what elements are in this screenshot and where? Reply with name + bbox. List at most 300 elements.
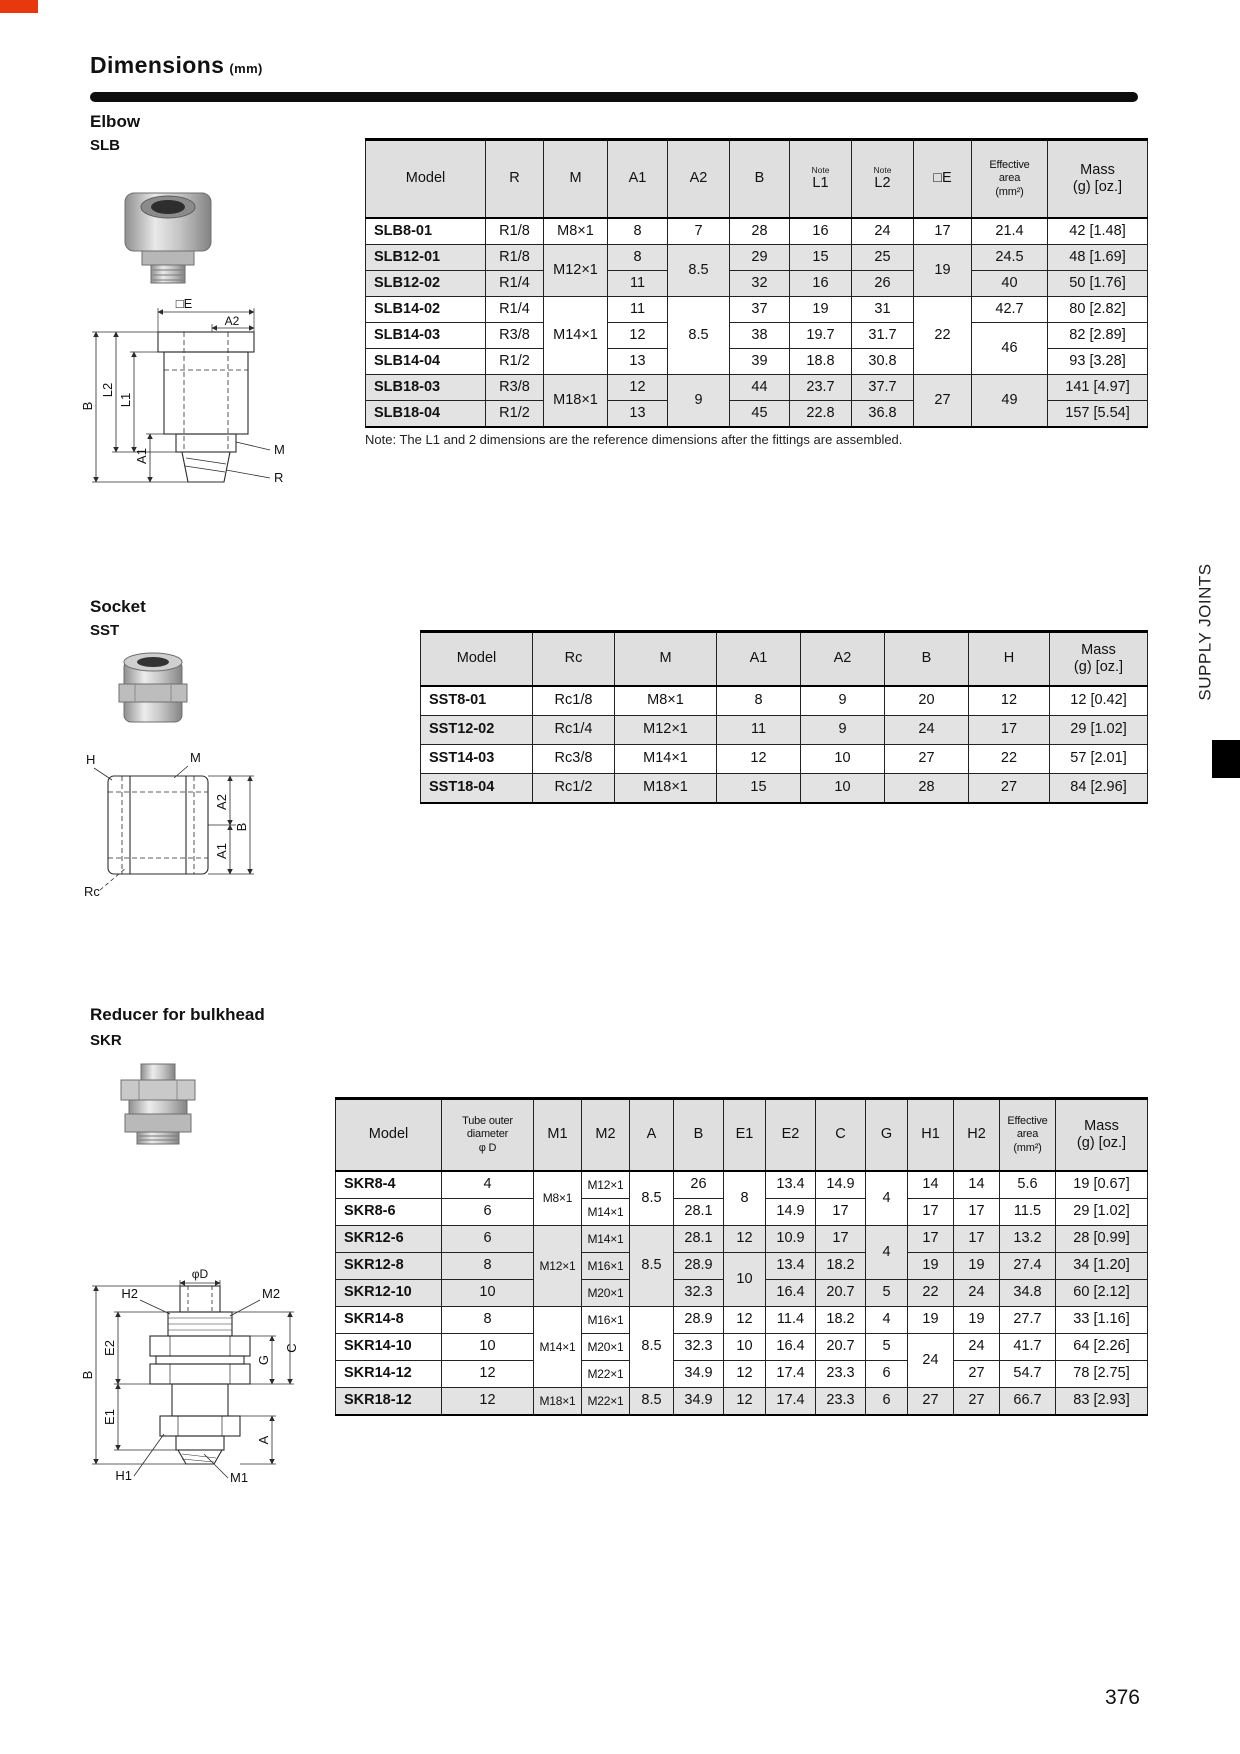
table-cell: 27 (954, 1388, 1000, 1416)
table-cell: 83 [2.93] (1056, 1388, 1148, 1416)
table-cell: 11 (717, 716, 801, 745)
table-cell: M8×1 (615, 686, 717, 716)
table-cell: M14×1 (582, 1226, 630, 1253)
table-cell: 13 (608, 349, 668, 375)
page-title (90, 52, 263, 79)
table-cell: 14.9 (766, 1199, 816, 1226)
column-header: Mass (g) [oz.] (1056, 1099, 1148, 1172)
column-header: Tube outer diameter φ D (442, 1099, 534, 1172)
table-cell: 19 (908, 1253, 954, 1280)
column-header: Mass (g) [oz.] (1050, 632, 1148, 687)
table-cell: 8.5 (630, 1226, 674, 1307)
table-row (336, 1226, 1148, 1253)
slb-drawing-label-b: B (80, 401, 95, 411)
table-row (366, 297, 1148, 323)
column-header: □E (914, 140, 972, 219)
table-cell: 19 (914, 245, 972, 297)
table-cell: 13.4 (766, 1253, 816, 1280)
table-cell: 34.9 (674, 1361, 724, 1388)
table-cell: 28 [0.99] (1056, 1226, 1148, 1253)
table-cell: 22 (908, 1280, 954, 1307)
table-row (421, 716, 1148, 745)
sst-drawing-label-rc: Rc (84, 884, 100, 899)
table-cell: 60 [2.12] (1056, 1280, 1148, 1307)
table-cell: SST18-04 (421, 774, 533, 804)
table-cell: SKR8-4 (336, 1171, 442, 1199)
table-cell: 16 (790, 271, 852, 297)
table-cell: 14.9 (816, 1171, 866, 1199)
column-header: B (674, 1099, 724, 1172)
table-cell: 28.9 (674, 1307, 724, 1334)
column-header: M (615, 632, 717, 687)
skr-drawing-label-g: G (256, 1354, 271, 1366)
slb-table-note: Note: The L1 and 2 dimensions are the reference dimensions after the fittings are assembled. (365, 432, 903, 447)
column-header: A2 (801, 632, 885, 687)
table-cell: 16 (790, 218, 852, 245)
table-cell: M14×1 (615, 745, 717, 774)
table-cell: 10 (801, 774, 885, 804)
table-cell: 31 (852, 297, 914, 323)
column-header: H2 (954, 1099, 1000, 1172)
table-cell: SST8-01 (421, 686, 533, 716)
table-cell: 8.5 (630, 1388, 674, 1416)
column-header: Note L1 (790, 140, 852, 219)
table-cell: 17 (914, 218, 972, 245)
table-cell: 12 [0.42] (1050, 686, 1148, 716)
table-cell: 80 [2.82] (1048, 297, 1148, 323)
column-header: Model (366, 140, 486, 219)
table-cell: 39 (730, 349, 790, 375)
slb-drawing-label-m: M (274, 442, 285, 457)
table-cell: 41.7 (1000, 1334, 1056, 1361)
table-cell: 11 (608, 271, 668, 297)
table-cell: SLB18-04 (366, 401, 486, 428)
table-cell: R3/8 (486, 323, 544, 349)
table-cell: 12 (442, 1361, 534, 1388)
table-cell: SKR14-12 (336, 1361, 442, 1388)
column-header: R (486, 140, 544, 219)
table-cell: M18×1 (544, 375, 608, 428)
table-cell: SKR14-10 (336, 1334, 442, 1361)
table-cell: SST12-02 (421, 716, 533, 745)
table-cell: 28 (730, 218, 790, 245)
skr-product-photo (103, 1058, 213, 1148)
table-cell: 16.4 (766, 1280, 816, 1307)
table-cell: 78 [2.75] (1056, 1361, 1148, 1388)
table-cell: 50 [1.76] (1048, 271, 1148, 297)
table-cell: 9 (668, 375, 730, 428)
table-cell: 93 [3.28] (1048, 349, 1148, 375)
table-cell: 5 (866, 1280, 908, 1307)
side-tab-marker (1212, 740, 1240, 778)
table-cell: M22×1 (582, 1388, 630, 1416)
sst-product-photo (105, 648, 200, 733)
table-cell: 19.7 (790, 323, 852, 349)
table-cell: 8 (608, 245, 668, 271)
table-row (336, 1171, 1148, 1199)
table-cell: 12 (608, 323, 668, 349)
table-cell: 32.3 (674, 1280, 724, 1307)
page-corner-mark (0, 0, 38, 13)
table-cell: 5.6 (1000, 1171, 1056, 1199)
table-row (336, 1307, 1148, 1334)
table-cell: SKR14-8 (336, 1307, 442, 1334)
table-cell: 24 (954, 1280, 1000, 1307)
table-cell: 17 (908, 1226, 954, 1253)
table-cell: 29 [1.02] (1050, 716, 1148, 745)
table-cell: M18×1 (534, 1388, 582, 1416)
table-cell: 18.8 (790, 349, 852, 375)
slb-drawing-label-r: R (274, 470, 284, 485)
table-cell: R1/2 (486, 349, 544, 375)
column-header: Rc (533, 632, 615, 687)
column-header: Effective area (mm²) (972, 140, 1048, 219)
table-header-row (336, 1099, 1148, 1172)
table-cell: 27 (914, 375, 972, 428)
table-cell: 27 (908, 1388, 954, 1416)
skr-drawing-label-c: C (284, 1343, 299, 1353)
table-cell: 17 (816, 1199, 866, 1226)
table-cell: SLB18-03 (366, 375, 486, 401)
table-cell: 4 (866, 1307, 908, 1334)
skr-drawing-label-h1: H1 (115, 1468, 132, 1483)
skr-drawing-label-a: A (256, 1435, 271, 1445)
column-header: B (885, 632, 969, 687)
table-cell: 42.7 (972, 297, 1048, 323)
table-cell: 66.7 (1000, 1388, 1056, 1416)
table-cell: 7 (668, 218, 730, 245)
table-cell: 8 (717, 686, 801, 716)
column-header: M (544, 140, 608, 219)
table-cell: SST14-03 (421, 745, 533, 774)
table-cell: 28.1 (674, 1226, 724, 1253)
table-row (336, 1334, 1148, 1361)
table-cell: M14×1 (582, 1199, 630, 1226)
table-row (336, 1253, 1148, 1280)
column-header: Model (336, 1099, 442, 1172)
table-cell: R1/4 (486, 297, 544, 323)
table-cell: 27 (885, 745, 969, 774)
table-row (421, 745, 1148, 774)
table-cell: 21.4 (972, 218, 1048, 245)
slb-drawing-label-a2: A2 (224, 314, 240, 328)
table-cell: 48 [1.69] (1048, 245, 1148, 271)
slb-product-photo (100, 183, 235, 288)
table-cell: 24.5 (972, 245, 1048, 271)
table-cell: 6 (442, 1226, 534, 1253)
table-cell: 23.3 (816, 1361, 866, 1388)
table-cell: 33 [1.16] (1056, 1307, 1148, 1334)
table-cell: 10 (724, 1253, 766, 1307)
table-cell: 9 (801, 716, 885, 745)
table-cell: 15 (790, 245, 852, 271)
table-cell: 8.5 (630, 1307, 674, 1388)
table-cell: M12×1 (615, 716, 717, 745)
table-cell: 46 (972, 323, 1048, 375)
table-cell: 19 (954, 1253, 1000, 1280)
table-cell: SKR12-6 (336, 1226, 442, 1253)
table-cell: 8 (442, 1307, 534, 1334)
table-cell: R3/8 (486, 375, 544, 401)
table-cell: M16×1 (582, 1307, 630, 1334)
table-cell: 27.4 (1000, 1253, 1056, 1280)
table-cell: 12 (442, 1388, 534, 1416)
table-cell: 16.4 (766, 1334, 816, 1361)
table-cell: 27 (954, 1361, 1000, 1388)
skr-drawing-label-e1: E1 (102, 1409, 117, 1425)
table-cell: 17.4 (766, 1361, 816, 1388)
table-row (336, 1388, 1148, 1416)
skr-dimensions-table (335, 1097, 1148, 1416)
sst-drawing-label-h: H (86, 752, 96, 767)
table-cell: R1/4 (486, 271, 544, 297)
slb-technical-drawing (80, 298, 305, 513)
skr-drawing-label-m1: M1 (230, 1470, 249, 1485)
table-row (421, 686, 1148, 716)
table-cell: M14×1 (534, 1307, 582, 1388)
table-cell: 10 (724, 1334, 766, 1361)
table-cell: 29 [1.02] (1056, 1199, 1148, 1226)
sst-drawing-label-a2: A2 (214, 794, 229, 810)
table-cell: 19 [0.67] (1056, 1171, 1148, 1199)
column-header: E1 (724, 1099, 766, 1172)
column-header: Mass (g) [oz.] (1048, 140, 1148, 219)
table-row (366, 271, 1148, 297)
table-cell: Rc3/8 (533, 745, 615, 774)
table-cell: SLB8-01 (366, 218, 486, 245)
side-tab (1183, 548, 1229, 716)
table-cell: 8.5 (668, 245, 730, 297)
table-cell: 32 (730, 271, 790, 297)
table-cell: 11.5 (1000, 1199, 1056, 1226)
table-cell: 17.4 (766, 1388, 816, 1416)
table-cell: 34.8 (1000, 1280, 1056, 1307)
column-header: M2 (582, 1099, 630, 1172)
table-cell: M14×1 (544, 297, 608, 375)
sst-drawing-label-a1: A1 (214, 843, 229, 859)
table-cell: 17 (954, 1199, 1000, 1226)
table-cell: SKR12-8 (336, 1253, 442, 1280)
table-cell: R1/2 (486, 401, 544, 428)
table-cell: 5 (866, 1334, 908, 1361)
table-cell: 49 (972, 375, 1048, 428)
table-cell: 6 (442, 1199, 534, 1226)
table-header-row (366, 140, 1148, 219)
table-cell: 17 (816, 1226, 866, 1253)
table-cell: 20.7 (816, 1334, 866, 1361)
table-cell: 26 (852, 271, 914, 297)
table-cell: Rc1/4 (533, 716, 615, 745)
table-cell: 23.7 (790, 375, 852, 401)
table-cell: 12 (608, 375, 668, 401)
table-cell: 64 [2.26] (1056, 1334, 1148, 1361)
table-cell: 8.5 (668, 297, 730, 375)
table-cell: 27 (969, 774, 1050, 804)
skr-section-title: Reducer for bulkhead (90, 1005, 265, 1024)
page-title-text: Dimensions (90, 52, 225, 78)
table-cell: SKR18-12 (336, 1388, 442, 1416)
table-cell: 18.2 (816, 1307, 866, 1334)
table-cell: 19 (954, 1307, 1000, 1334)
table-cell: 31.7 (852, 323, 914, 349)
table-cell: M20×1 (582, 1334, 630, 1361)
table-cell: 18.2 (816, 1253, 866, 1280)
column-header: M1 (534, 1099, 582, 1172)
table-cell: M12×1 (534, 1226, 582, 1307)
table-cell: 12 (724, 1361, 766, 1388)
table-cell: 17 (908, 1199, 954, 1226)
table-cell: Rc1/8 (533, 686, 615, 716)
table-cell: 4 (866, 1226, 908, 1280)
table-cell: 20.7 (816, 1280, 866, 1307)
table-row (366, 245, 1148, 271)
table-cell: 8 (442, 1253, 534, 1280)
table-cell: 28.9 (674, 1253, 724, 1280)
table-cell: 17 (954, 1226, 1000, 1253)
sst-technical-drawing (78, 748, 278, 903)
table-cell: M12×1 (544, 245, 608, 297)
table-cell: M8×1 (534, 1171, 582, 1226)
section-divider-bar (90, 92, 1138, 102)
table-cell: SKR8-6 (336, 1199, 442, 1226)
table-cell: 13.2 (1000, 1226, 1056, 1253)
table-cell: 38 (730, 323, 790, 349)
table-row (366, 323, 1148, 349)
slb-section-title: Elbow (90, 112, 141, 131)
table-row (336, 1361, 1148, 1388)
table-cell: 34.9 (674, 1388, 724, 1416)
table-cell: 141 [4.97] (1048, 375, 1148, 401)
column-header: C (816, 1099, 866, 1172)
table-header-row (421, 632, 1148, 687)
table-cell: 25 (852, 245, 914, 271)
skr-section-code: SKR (90, 1032, 122, 1049)
table-cell: 19 (908, 1307, 954, 1334)
table-cell: R1/8 (486, 218, 544, 245)
skr-drawing-label-m2: M2 (262, 1286, 281, 1301)
table-cell: 22 (969, 745, 1050, 774)
table-cell: SLB14-04 (366, 349, 486, 375)
table-cell: 57 [2.01] (1050, 745, 1148, 774)
table-row (366, 218, 1148, 245)
table-cell: 24 (885, 716, 969, 745)
column-header: G (866, 1099, 908, 1172)
side-tab-label: SUPPLY JOINTS (1196, 563, 1215, 701)
table-cell: 37 (730, 297, 790, 323)
table-cell: 17 (969, 716, 1050, 745)
table-cell: 37.7 (852, 375, 914, 401)
table-cell: M22×1 (582, 1361, 630, 1388)
slb-drawing-label-a1: A1 (134, 448, 149, 464)
table-cell: 157 [5.54] (1048, 401, 1148, 428)
table-cell: M20×1 (582, 1280, 630, 1307)
table-cell: 27.7 (1000, 1307, 1056, 1334)
table-cell: 12 (724, 1307, 766, 1334)
column-header: Effective area (mm²) (1000, 1099, 1056, 1172)
table-cell: 10 (801, 745, 885, 774)
table-cell: 14 (954, 1171, 1000, 1199)
table-cell: 6 (866, 1361, 908, 1388)
table-cell: 22 (914, 297, 972, 375)
table-cell: 14 (908, 1171, 954, 1199)
table-cell: 30.8 (852, 349, 914, 375)
table-cell: 8 (608, 218, 668, 245)
table-cell: 12 (724, 1226, 766, 1253)
sst-drawing-label-m: M (190, 750, 201, 765)
table-cell: 8 (724, 1171, 766, 1226)
column-header: E2 (766, 1099, 816, 1172)
table-cell: 4 (866, 1171, 908, 1226)
table-cell: SKR12-10 (336, 1280, 442, 1307)
table-cell: 15 (717, 774, 801, 804)
table-cell: 29 (730, 245, 790, 271)
table-cell: 11 (608, 297, 668, 323)
table-cell: M18×1 (615, 774, 717, 804)
table-cell: M12×1 (582, 1171, 630, 1199)
table-cell: R1/8 (486, 245, 544, 271)
skr-drawing-label-e2: E2 (102, 1340, 117, 1356)
sst-section-code: SST (90, 622, 120, 639)
table-cell: 34 [1.20] (1056, 1253, 1148, 1280)
table-cell: 28.1 (674, 1199, 724, 1226)
table-cell: M8×1 (544, 218, 608, 245)
skr-drawing-label-h2: H2 (121, 1286, 138, 1301)
skr-drawing-label-b: B (80, 1370, 95, 1380)
table-cell: SLB12-01 (366, 245, 486, 271)
sst-section-title: Socket (90, 597, 146, 616)
skr-drawing-label-phi-d: φD (191, 1268, 209, 1281)
page-title-unit: (mm) (229, 61, 263, 76)
table-cell: 12 (724, 1388, 766, 1416)
table-cell: 82 [2.89] (1048, 323, 1148, 349)
table-cell: 54.7 (1000, 1361, 1056, 1388)
table-cell: 20 (885, 686, 969, 716)
table-cell: 36.8 (852, 401, 914, 428)
table-cell: 11.4 (766, 1307, 816, 1334)
sst-drawing-label-b: B (234, 822, 249, 832)
table-cell: 8.5 (630, 1171, 674, 1226)
column-header: Note L2 (852, 140, 914, 219)
table-cell: SLB12-02 (366, 271, 486, 297)
column-header: A1 (717, 632, 801, 687)
table-cell: 44 (730, 375, 790, 401)
table-cell: 24 (954, 1334, 1000, 1361)
table-row (421, 774, 1148, 804)
table-cell: 84 [2.96] (1050, 774, 1148, 804)
sst-dimensions-table (420, 630, 1148, 804)
column-header: A (630, 1099, 674, 1172)
table-cell: 28 (885, 774, 969, 804)
skr-technical-drawing (80, 1268, 320, 1503)
table-cell: 12 (717, 745, 801, 774)
column-header: H (969, 632, 1050, 687)
table-cell: 12 (969, 686, 1050, 716)
column-header: Model (421, 632, 533, 687)
slb-section-code: SLB (90, 137, 120, 154)
column-header: H1 (908, 1099, 954, 1172)
page-number: 376 (1104, 1686, 1140, 1709)
table-cell: 13 (608, 401, 668, 428)
table-cell: 32.3 (674, 1334, 724, 1361)
column-header: A1 (608, 140, 668, 219)
column-header: B (730, 140, 790, 219)
table-cell: 26 (674, 1171, 724, 1199)
table-cell: 40 (972, 271, 1048, 297)
table-row (366, 375, 1148, 401)
table-cell: SLB14-03 (366, 323, 486, 349)
table-cell: 22.8 (790, 401, 852, 428)
slb-drawing-label-square-e: □E (175, 298, 193, 311)
